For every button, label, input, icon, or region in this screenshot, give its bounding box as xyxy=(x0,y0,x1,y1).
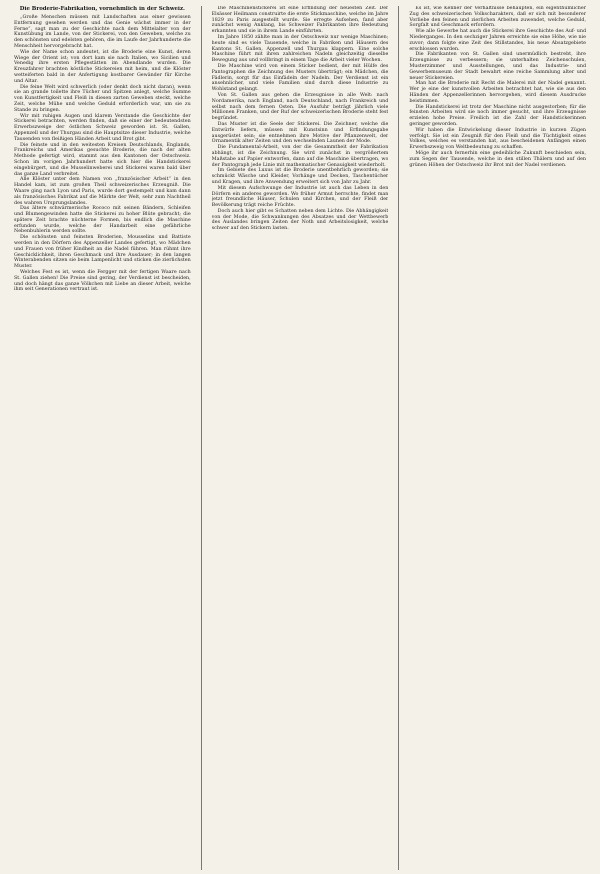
column-1 xyxy=(14,6,191,870)
paragraph: Die feine Welt wird schwerlich (oder denkt doch nicht daran), wenn sie an grande toilette ihre Tücher und Spitzen anlegt, welche Summe von Kunstfertigkeit und Fleiß in diesen zarten Geweben steckt, welche Zeit, welche Mühe und welche Geduld erforderlich war, um sie zu Stande zu bringen. xyxy=(14,84,191,113)
paragraph: „Große Menschen müssen mit Landschaften aus einer gewissen Entfernung gesehen werden und das Genie wächst immer in der Ferne“, sagt man zu der Geschichte nach dem Mittelalter von der Kunstübung im Lande, von der Stickerei, von den Geweben, welche zu den schönsten und edelsten gehören, die im Laufe der Jahrhunderte die Menschheit hervorgebracht hat. xyxy=(14,15,191,49)
paragraph: Möge ihr auch fernerhin eine gedeihliche Zukunft beschieden sein, zum Segen der Tausende, welche in den stillen Thälern und auf den grünen Höhen der Ostschweiz ihr Brot mit der Nadel verdienen. xyxy=(409,150,587,168)
paragraph: Es ist, wie Kenner der Verhältnisse behaupten, ein eigenthümlicher Zug des schweizerischen Volkscharakters, daß er sich mit besonderer Vorliebe den feinen und zierlichen Arbeiten zuwendet, welche Geduld, Sorgfalt und Geschmack erfordern. xyxy=(409,6,587,29)
column-3-body xyxy=(409,6,586,168)
paragraph: Die Fundamental-Arbeit, von der die Gesammtheit der Fabrikation abhängt, ist die Zeichnung. Sie wird zunächst in vergrößertem Maßstabe auf Papier entworfen, dann auf die Maschine übertragen, wo der Pantograph jede Linie mit mathematischer Genauigkeit wiederholt. xyxy=(211,145,389,168)
paragraph: Das Muster ist die Seele der Stickerei. Die Zeichner, welche die Entwürfe liefern, müssen mit Kunstsinn und Erfindungsgabe ausgerüstet sein; sie entnehmen ihre Motive der Pflanzenwelt, der Ornamentik alter Zeiten und den wechselnden Launen der Mode. xyxy=(211,121,389,145)
paragraph: Die Maschinenstickerei ist eine Erfindung der neuesten Zeit. Der Elsässer Heilmann construirte die erste Stickmaschine, welche im Jahre 1829 zu Paris ausgestellt wurde. Sie erregte Aufsehen, fand aber zunächst wenig Anklang, bis Schweizer Fabrikanten ihre Bedeutung erkannten und sie in ihrem Lande einführten. xyxy=(211,6,389,35)
paragraph: Alle Klöster unter dem Namen von „französischer Arbeit“ in den Handel kam, ist zum großen Theil schweizerisches Erzeugniß. Die Waare ging nach Lyon und Paris, wurde dort gestempelt und kam dann als französisches Fabrikat auf die Märkte der Welt, sehr zum Nachtheil des wahren Ursprungslandes. xyxy=(14,177,191,206)
paragraph: Wir haben die Entwickelung dieser Industrie in kurzen Zügen verfolgt. Sie ist ein Zeugniß für den Fleiß und die Tüchtigkeit eines Volkes, welches es verstanden hat, aus bescheidenen Anfängen einen Erwerbszweig von Weltbedeutung zu schaffen. xyxy=(409,127,587,151)
paragraph: Doch auch hier gibt es Schatten neben dem Lichte. Die Abhängigkeit von der Mode, die Schwankungen des Absatzes und der Wettbewerb des Auslandes bringen Zeiten der Noth und Arbeitslosigkeit, welche schwer auf den Stickern lasten. xyxy=(211,208,389,232)
article-title: Die Broderie-Fabrikation, vornehmlich in der Schweiz. xyxy=(19,6,185,12)
column-3 xyxy=(409,6,586,870)
paragraph: Welches Fest es ist, wenn die Fergger mit der fertigen Waare nach St. Gallen ziehen! Die Preise sind gering, der Verdienst ist bescheiden, und doch hängt das ganze Völkchen mit Liebe an dieser Arbeit, welche ihm seit Generationen vertraut ist. xyxy=(14,270,191,293)
paragraph: Wir mit ruhigen Augen und klarem Verstande die Geschichte der Stickerei betrachten, werden finden, daß sie einer der bedeutendsten Erwerbszweige der östlichen Schweiz geworden ist. St. Gallen, Appenzell und der Thurgau sind die Hauptsitze dieser Industrie, welche Tausenden von fleißigen Händen Arbeit und Brot gibt. xyxy=(14,113,191,142)
column-1-body xyxy=(14,15,191,293)
paragraph: Die Maschine wird von einem Sticker bedient, der mit Hülfe des Pantographen die Zeichnung des Musters überträgt; ein Mädchen, die Fädlerin, sorgt für das Einfädeln der Nadeln. Der Verdienst ist ein ansehnlicher, und viele Familien sind durch diese Industrie zu Wohlstand gelangt. xyxy=(211,63,389,93)
page xyxy=(14,6,586,870)
column-2 xyxy=(212,6,389,870)
paragraph: Mit diesem Aufschwunge der Industrie ist auch das Leben in den Dörfern ein anderes geworden. Wo früher Armut herrschte, findet man jetzt freundliche Häuser, Schulen und Kirchen, und der Fleiß der Bevölkerung trägt reiche Früchte. xyxy=(211,185,389,209)
paragraph: Die Handstickerei ist trotz der Maschine nicht ausgestorben; für die feinsten Arbeiten wird sie noch immer gesucht, und ihre Erzeugnisse erzielen hohe Preise. Freilich ist die Zahl der Handstickerinnen geringer geworden. xyxy=(409,104,587,127)
column-divider xyxy=(201,6,202,870)
paragraph: Im Gebiete des Luxus ist die Broderie unentbehrlich geworden; sie schmückt Wäsche und Kleider, Vorhänge und Decken, Taschentücher und Kragen, und ihre Anwendung erweitert sich von Jahr zu Jahr. xyxy=(211,168,389,185)
paragraph: Wie der Name schon andeutet, ist die Broderie eine Kunst, deren Wiege der Orient ist; von dort kam sie nach Italien, wo Sicilien und Venedig ihre ersten Pflegestätten im Abendlande wurden. Die Kreuzfahrer brachten köstliche Stickereien mit heim, und die Klöster wetteiferten bald in der Anfertigung kostbarer Gewänder für Kirche und Altar. xyxy=(14,49,191,84)
paragraph: Die Fabrikanten von St. Gallen sind unermüdlich bestrebt, ihre Erzeugnisse zu verbessern; sie unterhalten Zeichenschulen, Musterzimmer und Ausstellungen, und das Industrie- und Gewerbemuseum der Stadt bewahrt eine reiche Sammlung alter und neuer Stickereien. xyxy=(409,52,587,81)
paragraph: Von St. Gallen aus gehen die Erzeugnisse in alle Welt: nach Nordamerika, nach England, nach Deutschland, nach Frankreich und selbst nach dem fernen Osten. Die Ausfuhr beträgt jährlich viele Millionen Franken, und der Ruf der schweizerischen Broderie steht fest begründet. xyxy=(211,92,389,122)
column-2-body xyxy=(212,6,389,232)
paragraph: Man hat die Broderie mit Recht die Malerei mit der Nadel genannt. Wer je eine der kunstvollen Arbeiten betrachtet hat, wie sie aus den Händen der Appenzellerinnen hervorgehen, wird diesem Ausdrucke beistimmen. xyxy=(409,81,587,104)
paragraph: Das ältere schwärmerische Rococo mit seinen Bändern, Schleifen und Blumengewinden hatte die Stickerei zu hoher Blüte gebracht; die spätere Zeit brachte nüchterne Formen, bis endlich die Maschine erfunden wurde, welche der Handarbeit eine gefährliche Nebenbuhlerin werden sollte. xyxy=(14,206,191,235)
paragraph: Die feinste und in den weitesten Kreisen Deutschlands, Englands, Frankreichs und Amerikas gesuchte Broderie, die nach der alten Methode gefertigt wird, stammt aus den Kantonen der Ostschweiz. Schon im vorigen Jahrhundert hatte sich hier die Handstickerei eingebürgert, und die Musselinweberei und Stickerei waren bald über das ganze Land verbreitet. xyxy=(14,142,191,177)
column-divider xyxy=(398,6,399,870)
paragraph: Im Jahre 1850 zählte man in der Ostschweiz nur wenige Maschinen; heute sind es viele Tausende, welche in Fabriken und Häusern des Kantons St. Gallen, Appenzell und Thurgau klappern. Eine solche Maschine führt mit ihren zahlreichen Nadeln gleichzeitig dieselbe Bewegung aus und vollbringt in einem Tage die Arbeit vieler Wochen. xyxy=(211,34,389,64)
paragraph: Die schönsten und feinsten Broderien, Mousselins und Battiste werden in den Dörfern des Appenzeller Landes gefertigt, wo Mädchen und Frauen von früher Kindheit an die Nadel führen. Man rühmt ihre Geschicklichkeit, ihren Geschmack und ihre Ausdauer; in den langen Winterabenden sitzen sie beim Lampenlicht und sticken die zierlichsten Muster. xyxy=(14,235,191,270)
paragraph: Wie alle Gewerbe hat auch die Stickerei ihre Geschichte des Auf- und Niederganges. In den sechziger Jahren erreichte sie eine Höhe, wie nie zuvor; dann folgte eine Zeit des Stillstandes, bis neue Absatzgebiete erschlossen wurden. xyxy=(409,29,587,52)
